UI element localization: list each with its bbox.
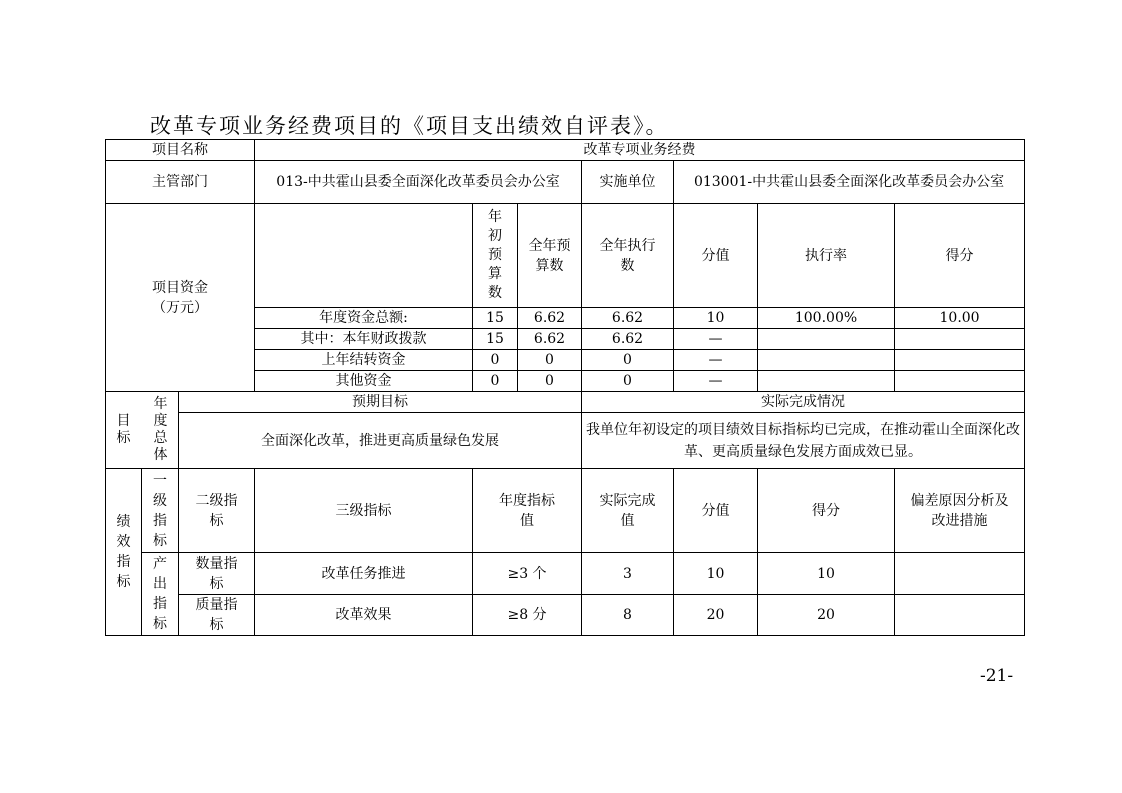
department-row xyxy=(106,161,1025,204)
indicators-header-row xyxy=(106,469,1025,553)
indicators-header-level1: 一级指标 xyxy=(142,469,179,553)
indicators-header-target: 年度指标值 xyxy=(473,469,582,553)
indicators-level1-value: 产出指标 xyxy=(142,553,179,636)
funds-rate xyxy=(758,371,895,392)
funds-executed: 6.62 xyxy=(582,329,674,350)
funds-row-label: 其他资金 xyxy=(255,371,473,392)
goals-row xyxy=(106,413,1025,469)
project-name-value: 改革专项业务经费 xyxy=(255,140,1025,161)
indicator-row xyxy=(106,595,1025,636)
funds-rate xyxy=(758,350,895,371)
goals-label-outer: 目标 xyxy=(116,413,131,446)
goals-label-cell xyxy=(106,392,179,469)
goals-header-row xyxy=(106,392,1025,413)
project-name-label: 项目名称 xyxy=(106,140,255,161)
funds-score-value: — xyxy=(674,329,758,350)
indicators-header-level3: 三级指标 xyxy=(255,469,473,553)
funds-blank-header xyxy=(255,204,473,308)
funds-row-label: 其中：本年财政拨款 xyxy=(255,329,473,350)
funds-header-rate: 执行率 xyxy=(758,204,895,308)
indicators-header-level2: 二级指标 xyxy=(179,469,255,553)
page-title: 改革专项业务经费项目的《项目支出绩效自评表》。 xyxy=(150,114,669,138)
indicators-header-score: 得分 xyxy=(758,469,895,553)
funds-header-score-value: 分值 xyxy=(674,204,758,308)
indicator-level2: 质量指标 xyxy=(179,595,255,636)
project-name-row xyxy=(106,140,1025,161)
funds-header-executed: 全年执行数 xyxy=(582,204,674,308)
indicator-target: ≥8 分 xyxy=(473,595,582,636)
funds-budget: 6.62 xyxy=(518,308,582,329)
indicator-deviation xyxy=(895,553,1025,595)
funds-label: 项目资金（万元） xyxy=(106,204,255,392)
performance-evaluation-table xyxy=(105,139,1025,636)
indicators-header-deviation: 偏差原因分析及改进措施 xyxy=(895,469,1025,553)
funds-initial: 0 xyxy=(473,371,518,392)
funds-score xyxy=(895,371,1025,392)
funds-initial: 15 xyxy=(473,308,518,329)
goals-expected: 全面深化改革，推进更高质量绿色发展 xyxy=(179,413,582,469)
indicator-level2: 数量指标 xyxy=(179,553,255,595)
indicators-header-actual: 实际完成值 xyxy=(582,469,674,553)
indicator-score-value: 10 xyxy=(674,553,758,595)
indicator-actual: 3 xyxy=(582,553,674,595)
indicator-deviation xyxy=(895,595,1025,636)
goals-label-inner: 年度总体 xyxy=(153,396,168,463)
funds-rate xyxy=(758,329,895,350)
funds-row-label: 上年结转资金 xyxy=(255,350,473,371)
dept-value: 013-中共霍山县委全面深化改革委员会办公室 xyxy=(255,161,582,204)
indicator-score-value: 20 xyxy=(674,595,758,636)
page-number: -21- xyxy=(980,666,1014,686)
funds-header-initial: 年初预算数 xyxy=(473,204,518,308)
indicators-header-score-value: 分值 xyxy=(674,469,758,553)
funds-budget: 6.62 xyxy=(518,329,582,350)
indicator-level3: 改革任务推进 xyxy=(255,553,473,595)
funds-executed: 0 xyxy=(582,371,674,392)
funds-budget: 0 xyxy=(518,371,582,392)
goals-actual: 我单位年初设定的项目绩效目标指标均已完成，在推动霍山全面深化改革、更高质量绿色发展方面成效已显。 xyxy=(582,413,1025,469)
funds-row-label: 年度资金总额: xyxy=(255,308,473,329)
funds-score-value: — xyxy=(674,371,758,392)
funds-initial: 15 xyxy=(473,329,518,350)
funds-score: 10.00 xyxy=(895,308,1025,329)
funds-budget: 0 xyxy=(518,350,582,371)
funds-score xyxy=(895,350,1025,371)
goals-expected-header: 预期目标 xyxy=(179,392,582,413)
funds-initial: 0 xyxy=(473,350,518,371)
funds-executed: 6.62 xyxy=(582,308,674,329)
indicator-target: ≥3 个 xyxy=(473,553,582,595)
funds-header-row xyxy=(106,204,1025,308)
funds-header-budget: 全年预算数 xyxy=(518,204,582,308)
indicator-level3: 改革效果 xyxy=(255,595,473,636)
funds-header-score: 得分 xyxy=(895,204,1025,308)
funds-rate: 100.00% xyxy=(758,308,895,329)
funds-score-value: 10 xyxy=(674,308,758,329)
indicators-label: 绩效指标 xyxy=(106,469,142,636)
indicator-row xyxy=(106,553,1025,595)
indicator-score: 20 xyxy=(758,595,895,636)
unit-value: 013001-中共霍山县委全面深化改革委员会办公室 xyxy=(674,161,1025,204)
funds-executed: 0 xyxy=(582,350,674,371)
indicator-actual: 8 xyxy=(582,595,674,636)
funds-score-value: — xyxy=(674,350,758,371)
indicator-score: 10 xyxy=(758,553,895,595)
unit-label: 实施单位 xyxy=(582,161,674,204)
goals-actual-header: 实际完成情况 xyxy=(582,392,1025,413)
funds-score xyxy=(895,329,1025,350)
dept-label: 主管部门 xyxy=(106,161,255,204)
